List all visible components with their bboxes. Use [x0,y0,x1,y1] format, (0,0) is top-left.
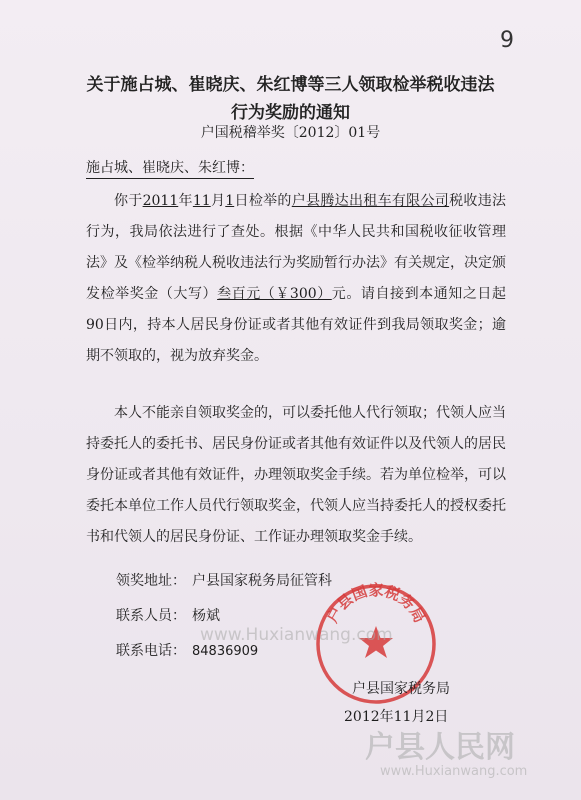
watermark-url: www.Huxianwang.com [200,625,393,645]
seal-text: 户县国家税务局 [323,581,429,626]
report-year: 2011 [142,193,179,209]
company-name: 户县腾达出租车有限公司 [291,193,450,209]
watermark-site-name: 户县人民网 [365,730,515,765]
paragraph-1 [86,186,506,372]
contact-person [116,605,220,625]
para1-text-d: 日检举的 [234,193,292,209]
person-value: 杨斌 [192,608,220,624]
para1-text-c: 月 [210,193,226,209]
watermark-url-bottom: www.Huxianwang.com [380,764,528,779]
address-value: 户县国家税务局征管科 [192,573,332,589]
para1-text-b: 年 [178,193,193,209]
para1-text-f: 元。请自接到本通知之日起90日内，持本人居民身份证或者其他有效证件到我局领取奖金；逾期不领取的，视为放弃奖金。 [86,286,506,364]
issuer-name: 户县国家税务局 [352,681,450,697]
issue-date: 2012年11月2日 [344,709,449,725]
svg-text:户县国家税务局 [323,581,429,626]
para1-text-e: 税收违法行为，我局依法进行了查处。根据《中华人民共和国税收征收管理法》及《检举纳税人税收违法行为奖励暂行办法》有关规定，决定颁发检举奖金（大写） [86,193,507,302]
phone-value: 84836909 [192,644,259,659]
phone-label: 联系电话： [116,643,186,659]
person-label: 联系人员： [116,608,186,624]
page-number: 9 [500,28,514,53]
salutation: 施占城、崔晓庆、朱红博： [86,157,254,179]
title-line-2: 行为奖励的通知 [231,103,350,123]
document-number: 户国税稽举奖〔2012〕01号 [200,125,381,141]
paragraph-2: 本人不能亲自领取奖金的，可以委托他人代行领取；代领人应当持委托人的委托书、居民身份证或者其他有效证件以及代领人的居民身份证或者其他有效证件，办理领取奖金手续。若为单位检举，可以委托本单位工作人员代行领取奖金，代领人应当持委托人的授权委托书和代领人的居民身份证、工作证办理领取奖金手续。 [86,405,506,545]
para1-text-a: 你于 [114,193,143,209]
address-label: 领奖地址： [116,573,186,589]
report-day: 1 [225,193,235,209]
contact-address [116,570,332,590]
reward-amount: 叁百元（￥300） [217,286,332,302]
title-line-1: 关于施占城、崔晓庆、朱红博等三人领取检举税收违法 [86,75,495,95]
report-month: 11 [192,193,211,209]
